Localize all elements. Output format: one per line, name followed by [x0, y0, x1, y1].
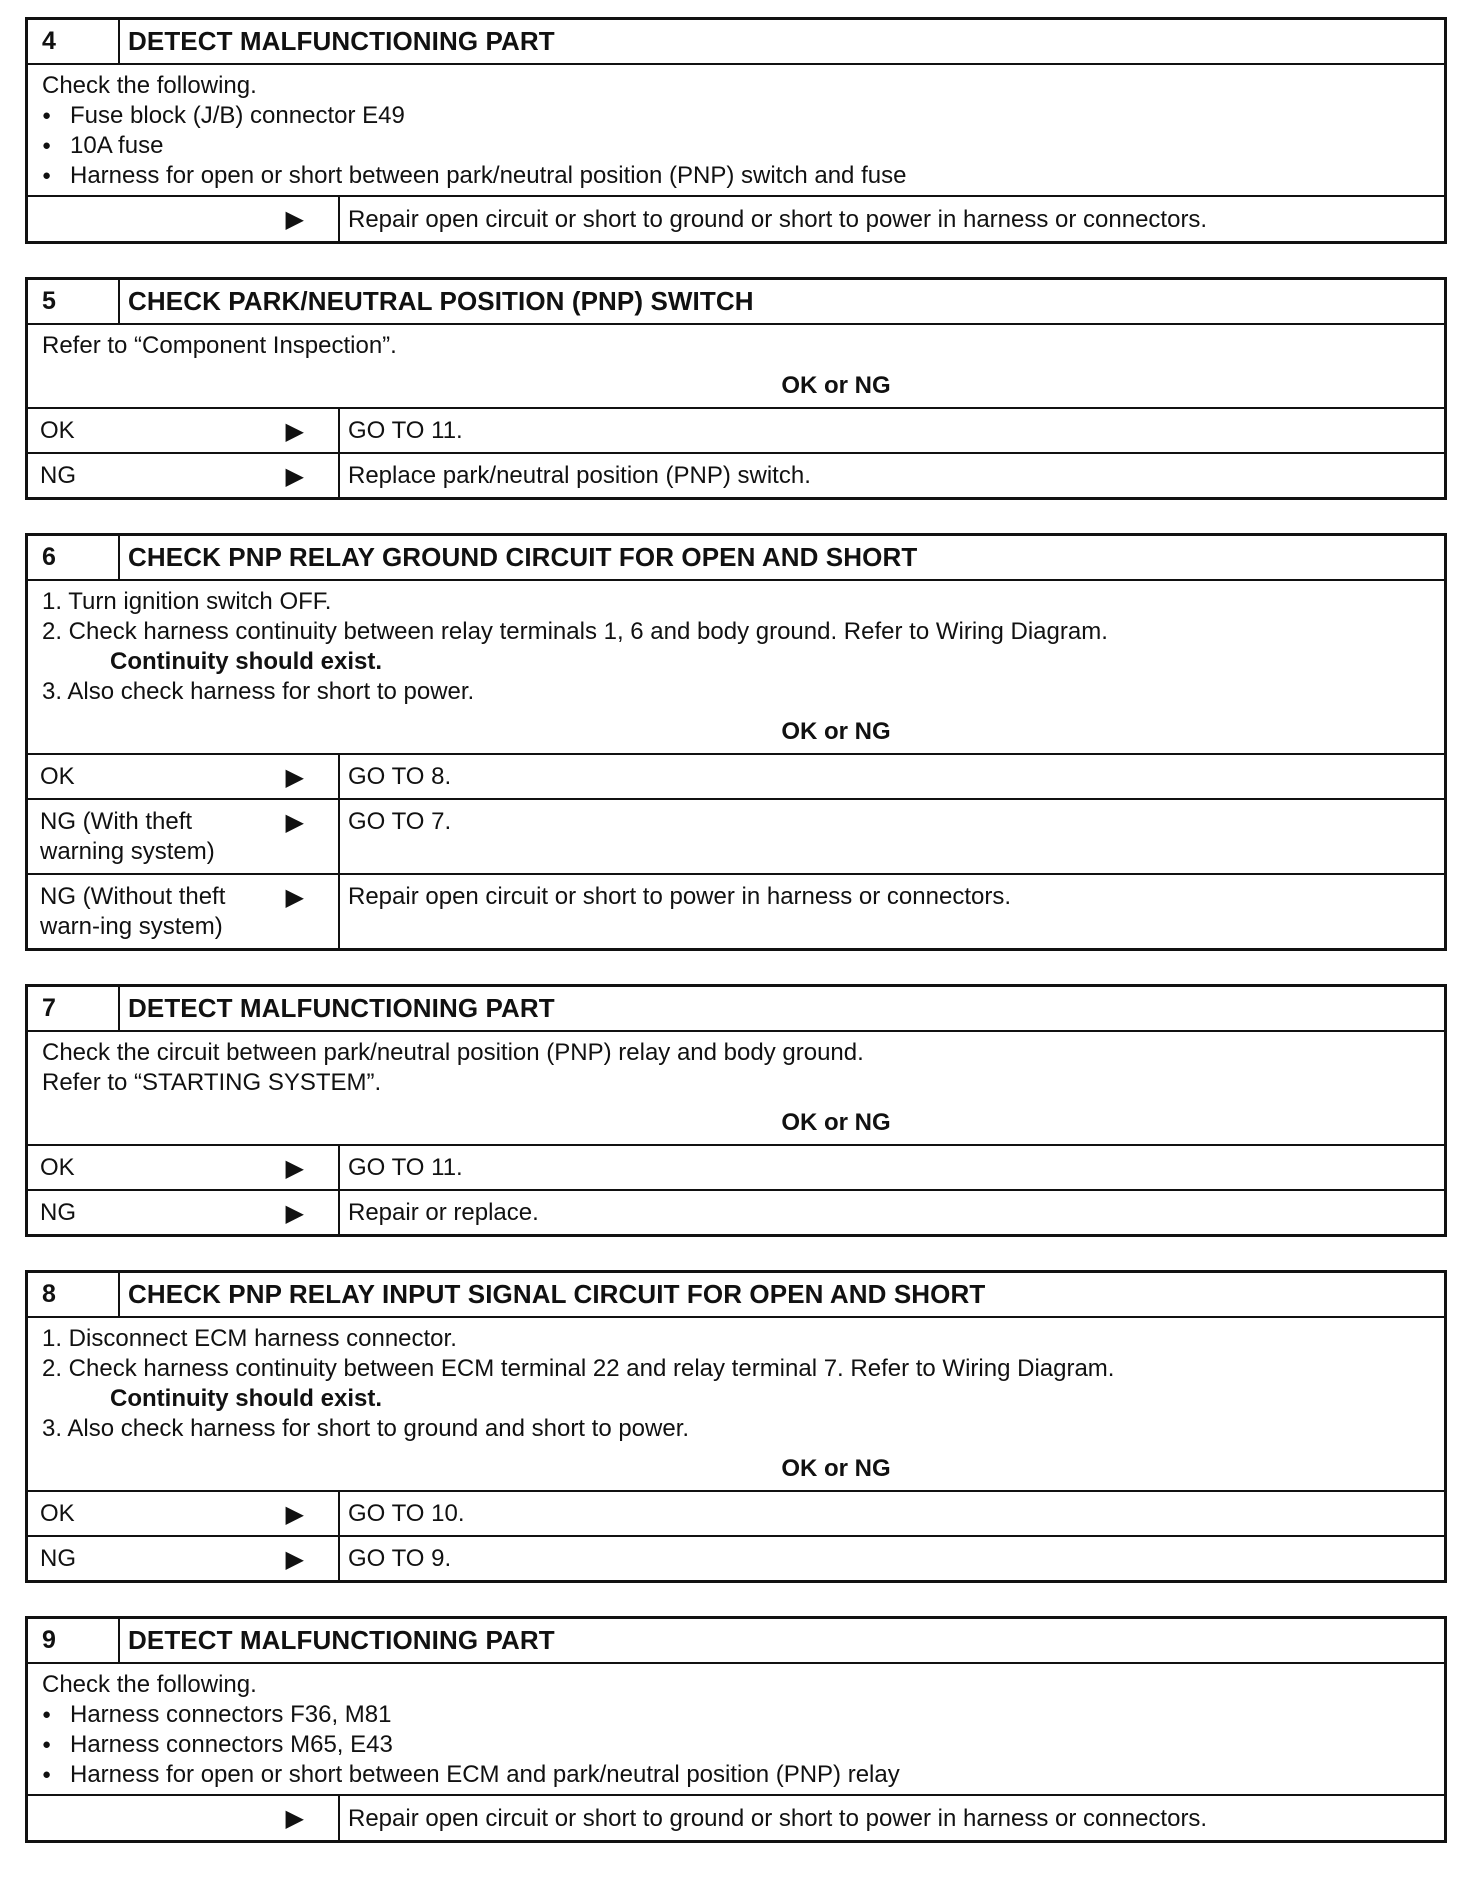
result-cell — [28, 1146, 338, 1189]
line-text: 2. Check harness continuity between relay terminals 1, 6 and body ground. Refer to Wiring Diagram. — [42, 618, 1108, 645]
action-cell: GO TO 7. — [338, 800, 1444, 873]
result-row — [28, 800, 1444, 875]
instruction-line — [42, 677, 1430, 707]
step-title: CHECK PARK/NEUTRAL POSITION (PNP) SWITCH — [128, 286, 754, 316]
step-table — [25, 984, 1447, 1237]
continuity-note — [42, 1384, 1430, 1414]
arrow-right-icon: ▶ — [285, 463, 304, 490]
action-cell: GO TO 11. — [338, 1146, 1444, 1189]
result-row — [28, 197, 1444, 241]
instruction-line — [42, 331, 1430, 361]
result-row — [28, 409, 1444, 454]
action-cell: Repair open circuit or short to ground or short to power in harness or connectors. — [338, 197, 1444, 241]
arrow-right-icon: ▶ — [285, 206, 304, 233]
continuity-note — [42, 647, 1430, 677]
line-text: Check the circuit between park/neutral position (PNP) relay and body ground. — [42, 1039, 864, 1066]
result-cell — [28, 1537, 338, 1580]
instruction-line — [42, 1068, 1430, 1098]
step-table — [25, 533, 1447, 951]
line-text: Refer to “Component Inspection”. — [42, 332, 397, 359]
result-label: NG (Without theft warn-ing system) — [40, 883, 226, 940]
action-cell: GO TO 8. — [338, 755, 1444, 798]
step-instructions — [28, 325, 1444, 365]
step-header — [28, 280, 1444, 325]
result-row — [28, 1191, 1444, 1234]
diagnostic-procedure — [25, 17, 1447, 1876]
ok-or-ng-header: OK or NG — [28, 711, 1444, 755]
step-instructions — [28, 1032, 1444, 1102]
step-title: CHECK PNP RELAY GROUND CIRCUIT FOR OPEN AND SHORT — [128, 542, 918, 572]
line-text: Continuity should exist. — [110, 648, 383, 675]
arrow-right-icon: ▶ — [285, 809, 304, 836]
action-cell: Repair open circuit or short to ground or short to power in harness or connectors. — [338, 1796, 1444, 1840]
step-instructions — [28, 581, 1444, 711]
step-header — [28, 20, 1444, 65]
arrow-right-icon: ▶ — [285, 1155, 304, 1182]
result-cell — [28, 197, 338, 241]
result-cell — [28, 1796, 338, 1840]
line-text: Check the following. — [42, 72, 257, 99]
arrow-right-icon: ▶ — [285, 1501, 304, 1528]
line-text: Check the following. — [42, 1671, 257, 1698]
line-text: Harness connectors M65, E43 — [70, 1731, 393, 1758]
instruction-line — [42, 1354, 1430, 1384]
step-table — [25, 277, 1447, 500]
action-cell: GO TO 10. — [338, 1492, 1444, 1535]
step-header — [28, 1619, 1444, 1664]
result-row — [28, 1537, 1444, 1580]
ok-or-ng-header: OK or NG — [28, 365, 1444, 409]
result-label: OK — [40, 763, 75, 790]
ok-or-ng-header: OK or NG — [28, 1102, 1444, 1146]
step-instructions — [28, 65, 1444, 197]
result-label: NG — [40, 1545, 76, 1572]
result-cell — [28, 1492, 338, 1535]
line-text: 10A fuse — [70, 132, 164, 159]
result-row — [28, 1796, 1444, 1840]
line-text: Continuity should exist. — [110, 1385, 383, 1412]
arrow-right-icon: ▶ — [285, 1200, 304, 1227]
result-label: NG — [40, 1199, 76, 1226]
arrow-right-icon: ▶ — [285, 764, 304, 791]
bullet-item — [42, 1700, 1430, 1730]
line-text: 1. Turn ignition switch OFF. — [42, 588, 332, 615]
step-title: DETECT MALFUNCTIONING PART — [128, 26, 555, 56]
result-row — [28, 875, 1444, 948]
line-text: Harness for open or short between park/neutral position (PNP) switch and fuse — [70, 162, 907, 189]
result-cell — [28, 454, 338, 497]
line-text: Fuse block (J/B) connector E49 — [70, 102, 405, 129]
result-label: OK — [40, 1500, 75, 1527]
bullet-item — [42, 101, 1430, 131]
result-row — [28, 1146, 1444, 1191]
result-cell — [28, 1191, 338, 1234]
line-text: 2. Check harness continuity between ECM terminal 22 and relay terminal 7. Refer to Wiring Diagram. — [42, 1355, 1115, 1382]
line-text: Refer to “STARTING SYSTEM”. — [42, 1069, 382, 1096]
step-table — [25, 1616, 1447, 1843]
step-header — [28, 987, 1444, 1032]
bullet-item — [42, 1730, 1430, 1760]
step-title: DETECT MALFUNCTIONING PART — [128, 1625, 555, 1655]
result-label: OK — [40, 1154, 75, 1181]
step-header — [28, 1273, 1444, 1318]
line-text: Harness connectors F36, M81 — [70, 1701, 392, 1728]
instruction-line — [42, 1670, 1430, 1700]
result-row — [28, 755, 1444, 800]
instruction-line — [42, 71, 1430, 101]
instruction-line — [42, 617, 1430, 647]
action-cell: Replace park/neutral position (PNP) switch. — [338, 454, 1444, 497]
bullet-item — [42, 161, 1430, 191]
instruction-line — [42, 587, 1430, 617]
ok-or-ng-header: OK or NG — [28, 1448, 1444, 1492]
action-cell: Repair or replace. — [338, 1191, 1444, 1234]
line-text: Harness for open or short between ECM and park/neutral position (PNP) relay — [70, 1761, 900, 1788]
arrow-right-icon: ▶ — [285, 1805, 304, 1832]
step-number: 5 — [28, 280, 120, 323]
arrow-right-icon: ▶ — [285, 418, 304, 445]
step-instructions — [28, 1664, 1444, 1796]
result-row — [28, 1492, 1444, 1537]
arrow-right-icon: ▶ — [285, 884, 304, 911]
step-header — [28, 536, 1444, 581]
instruction-line — [42, 1414, 1430, 1444]
result-label: NG — [40, 462, 76, 489]
step-number: 4 — [28, 20, 120, 63]
step-instructions — [28, 1318, 1444, 1448]
line-text: 1. Disconnect ECM harness connector. — [42, 1325, 457, 1352]
instruction-line — [42, 1038, 1430, 1068]
step-number: 8 — [28, 1273, 120, 1316]
step-number: 6 — [28, 536, 120, 579]
action-cell: Repair open circuit or short to power in harness or connectors. — [338, 875, 1444, 948]
step-table — [25, 1270, 1447, 1583]
line-text: 3. Also check harness for short to power. — [42, 678, 475, 705]
result-cell — [28, 755, 338, 798]
action-cell: GO TO 9. — [338, 1537, 1444, 1580]
result-row — [28, 454, 1444, 497]
instruction-line — [42, 1324, 1430, 1354]
result-cell — [28, 875, 338, 948]
step-number: 7 — [28, 987, 120, 1030]
action-cell: GO TO 11. — [338, 409, 1444, 452]
result-label: NG (With theft warning system) — [40, 808, 215, 865]
step-title: CHECK PNP RELAY INPUT SIGNAL CIRCUIT FOR OPEN AND SHORT — [128, 1279, 986, 1309]
bullet-item — [42, 131, 1430, 161]
step-title: DETECT MALFUNCTIONING PART — [128, 993, 555, 1023]
step-number: 9 — [28, 1619, 120, 1662]
result-cell — [28, 800, 338, 873]
result-cell — [28, 409, 338, 452]
bullet-item — [42, 1760, 1430, 1790]
step-table — [25, 17, 1447, 244]
line-text: 3. Also check harness for short to ground and short to power. — [42, 1415, 690, 1442]
arrow-right-icon: ▶ — [285, 1546, 304, 1573]
result-label: OK — [40, 417, 75, 444]
